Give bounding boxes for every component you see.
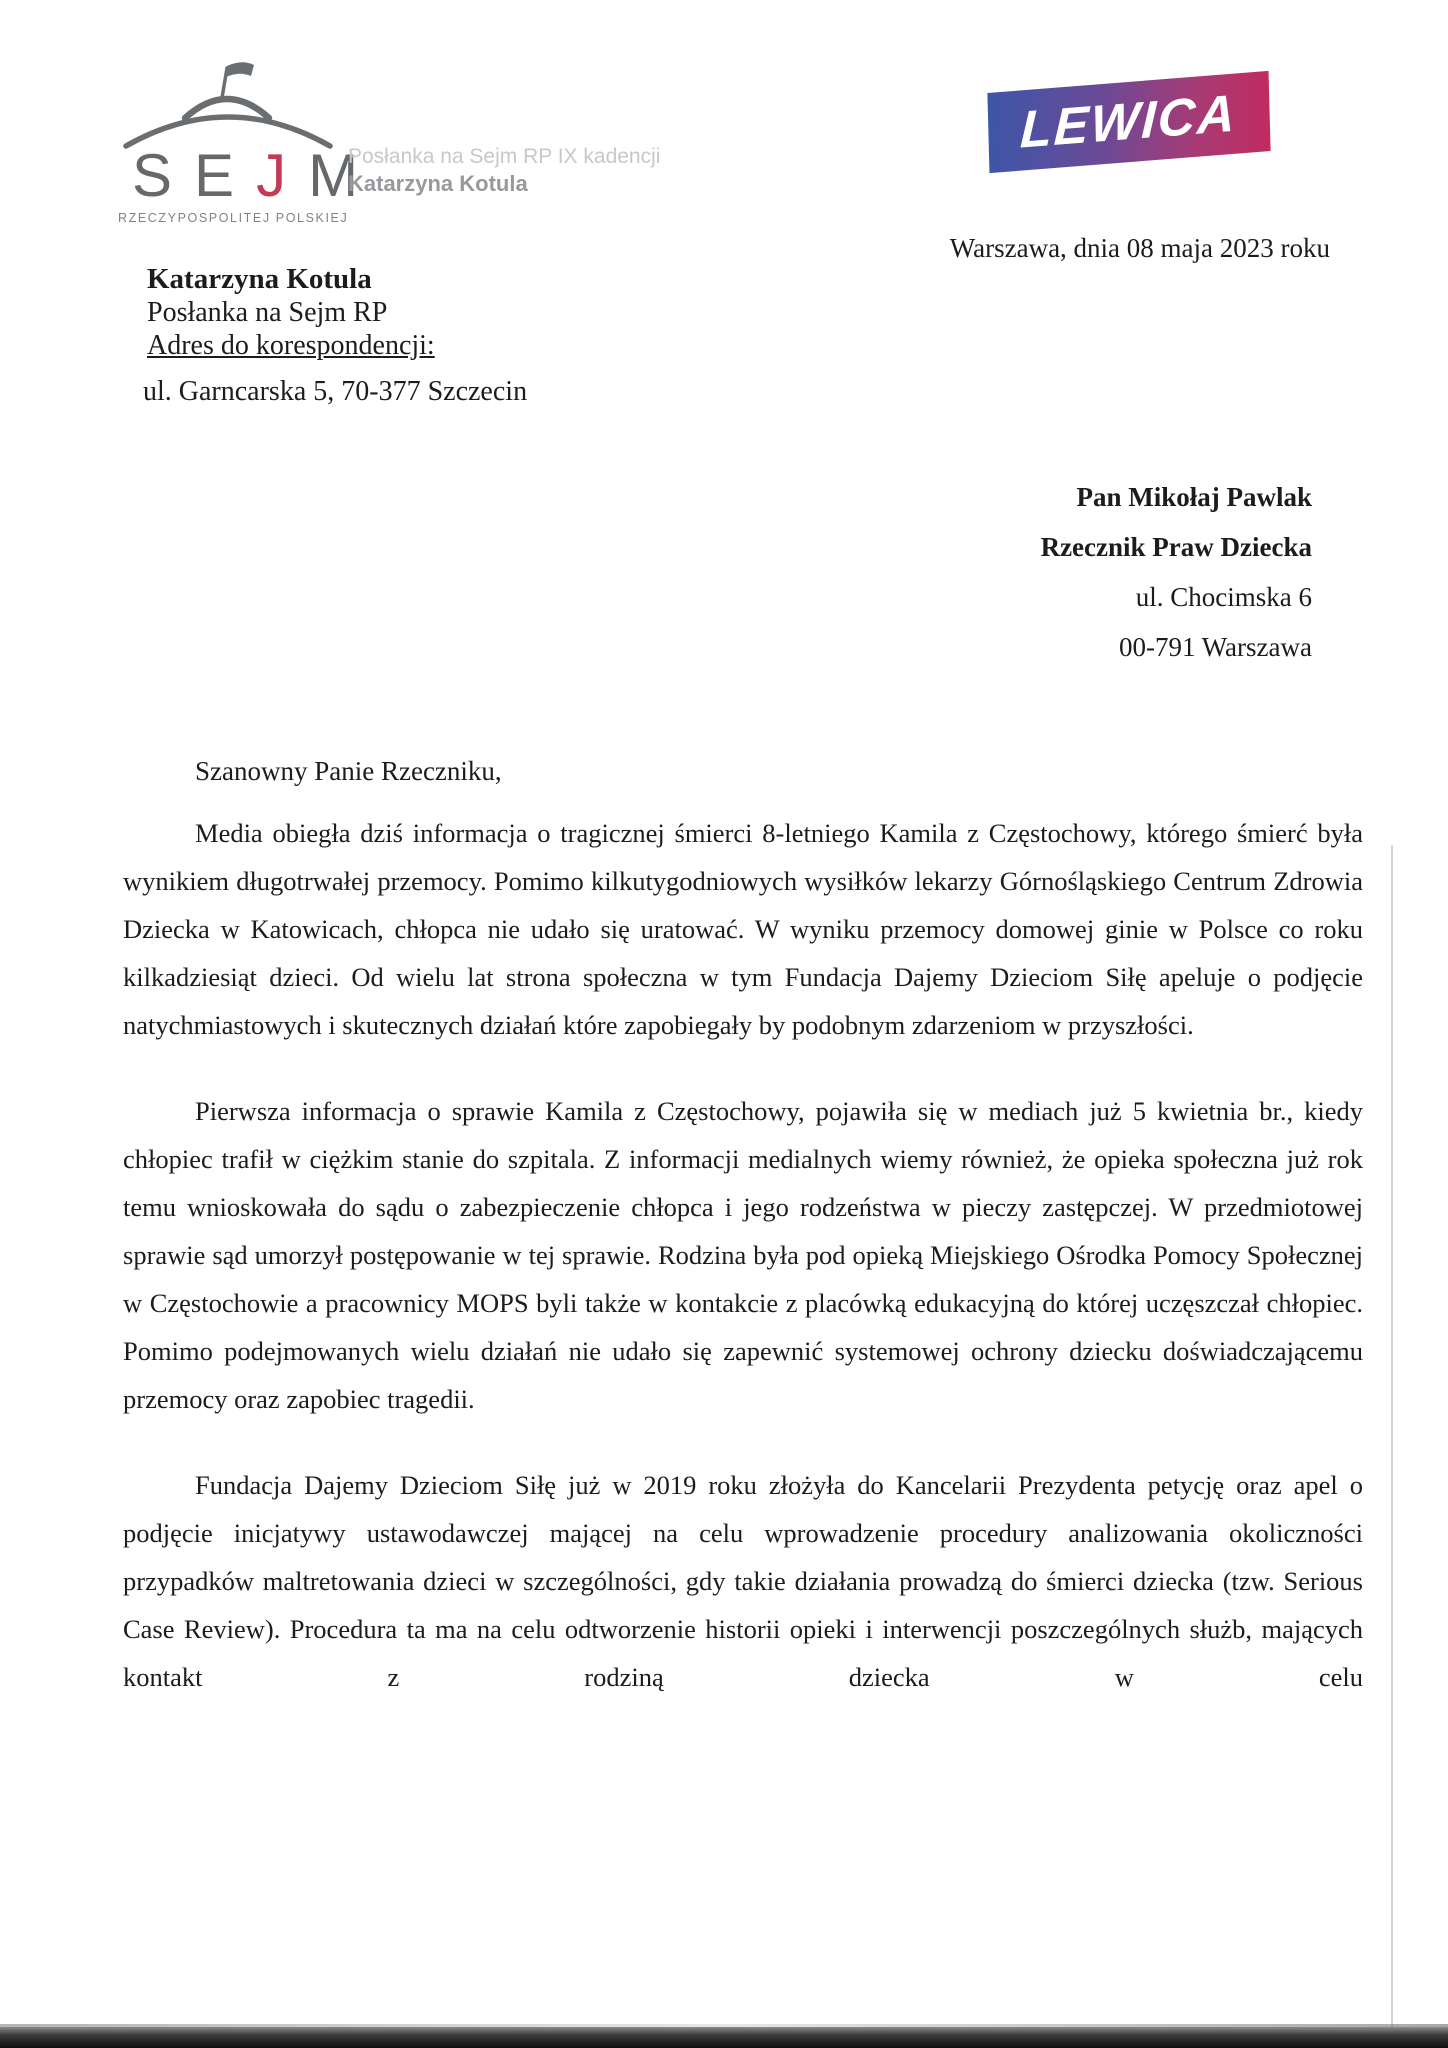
scan-artifact-bottom-edge xyxy=(0,2027,1448,2048)
letter-body xyxy=(123,747,1363,1739)
sejm-subtitle: RZECZYPOSPOLITEJ POLSKIEJ xyxy=(118,211,349,225)
scan-artifact-vertical-line xyxy=(1391,845,1393,2027)
sejm-letter-j: J xyxy=(256,142,309,209)
salutation: Szanowny Panie Rzeczniku, xyxy=(195,756,502,786)
recipient-block xyxy=(1041,472,1312,672)
deputy-caption-role: Posłanka na Sejm RP IX kadencji xyxy=(348,145,661,168)
sender-role: Posłanka na Sejm RP xyxy=(147,297,388,328)
recipient-name: Pan Mikołaj Pawlak xyxy=(1076,482,1312,512)
recipient-city: 00-791 Warszawa xyxy=(1118,632,1312,662)
lewica-wordmark: LEWICA xyxy=(1019,84,1239,160)
deputy-caption xyxy=(348,143,660,197)
sender-address-label: Adres do korespondencji: xyxy=(147,330,435,361)
paragraph-2: Pierwsza informacja o sprawie Kamila z Częstochowy, pojawiła się w mediach już 5 kwietnia br., kiedy chłopiec trafił w ciężkim stanie do szpitala. Z informacji medialnych wiemy również, że opieka społeczna już rok temu wnioskowała do sądu o zabezpieczenie chłopca i jego rodzeństwa w pieczy zastępczej. W przedmiotowej sprawie sąd umorzył postępowanie w tej sprawie. Rodzina była pod opieką Miejskiego Ośrodka Pomocy Społecznej w Częstochowie a pracownicy MOPS byli także w kontakcie z placówką edukacyjną do której uczęszczał chłopiec. Pomimo podejmowanych wielu działań nie udało się zapewnić systemowej ochrony dziecku doświadczającemu przemocy oraz zapobiec tragedii. xyxy=(123,1096,1363,1414)
sender-address: ul. Garncarska 5, 70-377 Szczecin xyxy=(143,376,528,407)
recipient-street: ul. Chocimska 6 xyxy=(1135,582,1312,612)
sender-name: Katarzyna Kotula xyxy=(147,263,372,295)
paragraph-1: Media obiegła dziś informacja o tragicznej śmierci 8-letniego Kamila z Częstochowy, którego śmierć była wynikiem długotrwałej przemocy. Pomimo kilkutygodniowych wysiłków lekarzy Górnośląskiego Centrum Zdrowia Dziecka w Katowicach, chłopca nie udało się uratować. W wyniku przemocy domowej ginie w Polsce co roku kilkadziesiąt dzieci. Od wielu lat strona społeczna w tym Fundacja Dajemy Dzieciom Siłę apeluje o podjęcie natychmiastowych i skutecznych działań które zapobiegały by podobnym zdarzeniom w przyszłości. xyxy=(123,818,1363,1040)
sejm-dome-icon xyxy=(121,58,335,150)
date-line: Warszawa, dnia 08 maja 2023 roku xyxy=(949,233,1330,263)
paragraph-3: Fundacja Dajemy Dzieciom Siłę już w 2019 roku złożyła do Kancelarii Prezydenta petycję oraz apel o podjęcie inicjatywy ustawodawczej mającej na celu wprowadzenie procedury analizowania okoliczności przypadków maltretowania dzieci w szczególności, gdy takie działania prowadzą do śmierci dziecka (tzw. Serious Case Review). Procedura ta ma na celu odtworzenie historii opieki i interwencji poszczególnych służb, mających kontakt z rodziną dziecka w celu xyxy=(123,1470,1363,1692)
deputy-caption-name: Katarzyna Kotula xyxy=(348,171,528,196)
recipient-title: Rzecznik Praw Dziecka xyxy=(1040,532,1312,562)
lewica-logo xyxy=(987,71,1270,173)
sejm-logo xyxy=(118,58,381,225)
sender-block xyxy=(143,263,528,408)
sejm-wordmark: SEJM xyxy=(132,142,381,209)
